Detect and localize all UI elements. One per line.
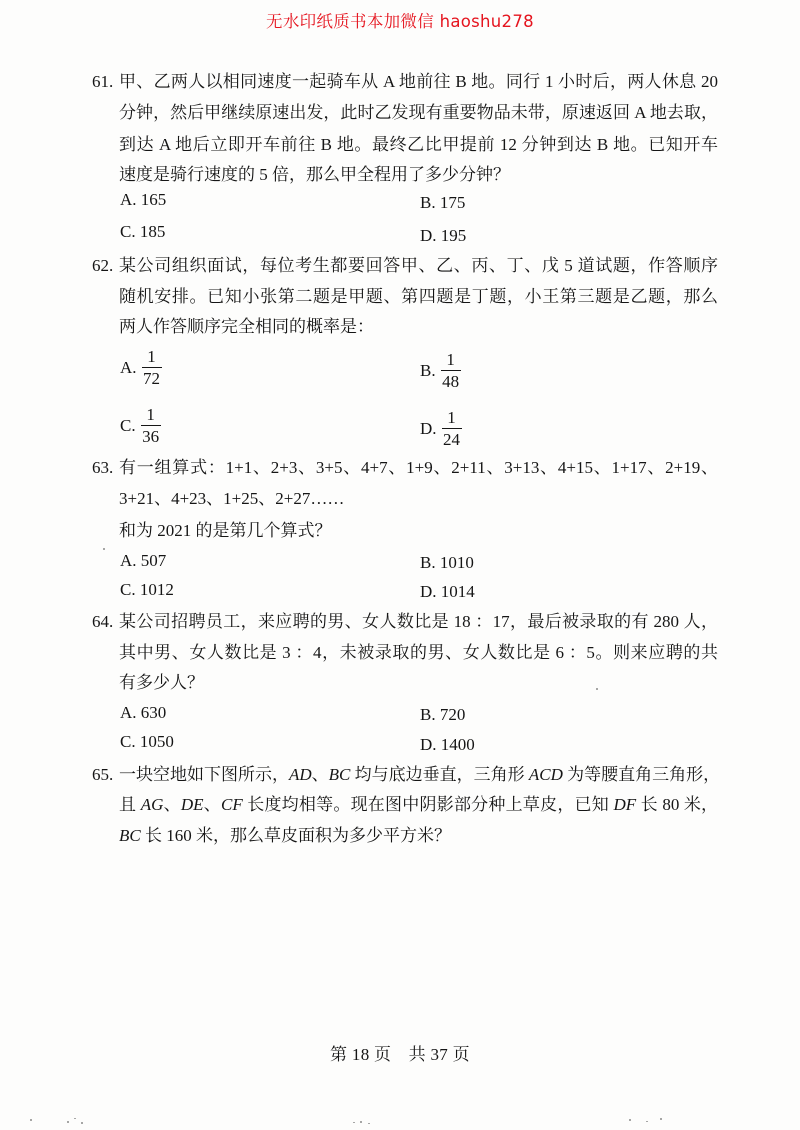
- option-c: [120, 578, 174, 602]
- option-value: 175: [439, 193, 466, 212]
- question-text-line: 两人作答顺序完全相同的概率是：: [119, 317, 374, 336]
- question-number: 65.: [92, 765, 114, 784]
- question-text-line: 有一组算式：1+1、2+3、3+5、4+7、1+9、2+11、3+13、4+15、1+17、2+19、: [119, 458, 718, 477]
- math-variable: DE: [180, 795, 204, 814]
- scan-speck: [353, 1122, 355, 1123]
- option-c: [120, 404, 161, 447]
- math-variable: ACD: [528, 765, 563, 784]
- question-number: 62.: [92, 256, 114, 275]
- text-run: 长 160 米，那么草皮面积为多少平方米？: [140, 826, 451, 845]
- text-run: 长 80 米，: [636, 795, 719, 814]
- scan-speck: [660, 1118, 662, 1120]
- option-b: [420, 703, 465, 727]
- question-text-line: 分钟，然后甲继续原速出发，此时乙发现有重要物品未带，原速返回 A 地去取，: [119, 103, 718, 122]
- option-b: [420, 191, 465, 215]
- fraction-denominator: 72: [143, 369, 161, 388]
- question-text-line: 有多少人？: [119, 673, 204, 692]
- math-variable: BC: [119, 826, 141, 845]
- question-text-line: 某公司组织面试，每位考生都要回答甲、乙、丙、丁、戊 5 道试题，作答顺序: [119, 256, 718, 275]
- math-variable: CF: [221, 795, 243, 814]
- option-b: [420, 349, 461, 392]
- text-run: 为等腰直角三角形，: [562, 765, 721, 784]
- fraction-denominator: 48: [442, 372, 460, 391]
- option-value: 507: [140, 551, 167, 570]
- option-label: B.: [420, 193, 436, 212]
- text-run: 、: [163, 795, 181, 814]
- page-number-footer: 第 18 页 共 37 页: [330, 1045, 470, 1064]
- option-a: [120, 701, 166, 725]
- text-run: 长度均相等。现在图中阴影部分种上草皮，已知: [242, 795, 614, 814]
- option-value: 165: [140, 190, 167, 209]
- scan-speck: [103, 548, 105, 550]
- fraction: [442, 407, 462, 450]
- fraction-numerator: 1: [141, 404, 161, 426]
- option-label: A.: [120, 358, 137, 377]
- question-text-line: [119, 793, 718, 817]
- scan-speck: [30, 1119, 32, 1121]
- question-text-line: 某公司招聘员工，来应聘的男、女人数比是 18 ：17，最后被录取的有 280 人，: [119, 612, 718, 631]
- fraction-numerator: 1: [441, 349, 461, 371]
- question-text-line: 其中男、女人数比是 3 ：4，未被录取的男、女人数比是 6 ：5。则来应聘的共: [119, 643, 718, 662]
- option-value: 1050: [139, 732, 174, 751]
- option-label: D.: [420, 226, 437, 245]
- option-b: [420, 551, 474, 575]
- math-variable: BC: [328, 765, 351, 784]
- option-d: [420, 224, 466, 248]
- fraction-numerator: 1: [442, 407, 462, 429]
- question-text-line: 甲、乙两人以相同速度一起骑车从 A 地前往 B 地。同行 1 小时后，两人休息 20: [119, 72, 718, 91]
- question-text-line: 到达 A 地后立即开车前往 B 地。最终乙比甲提前 12 分钟到达 B 地。已知开车: [119, 135, 718, 154]
- option-value: 1400: [440, 735, 475, 754]
- option-label: C.: [120, 416, 136, 435]
- option-label: A.: [120, 703, 137, 722]
- option-label: B.: [420, 361, 436, 380]
- scan-speck: [596, 688, 598, 690]
- text-run: 、: [311, 765, 329, 784]
- option-value: 1010: [439, 553, 474, 572]
- fraction-numerator: 1: [142, 346, 162, 368]
- option-c: [120, 730, 174, 754]
- question-text-line: [119, 763, 721, 787]
- option-d: [420, 733, 475, 757]
- scan-speck: [646, 1121, 648, 1122]
- option-value: 1014: [440, 582, 475, 601]
- question-number: 63.: [92, 458, 114, 477]
- option-c: [120, 220, 165, 244]
- option-value: 720: [439, 705, 466, 724]
- math-variable: AG: [140, 795, 164, 814]
- option-a: [120, 549, 166, 573]
- option-value: 630: [140, 703, 167, 722]
- fraction: [142, 346, 162, 389]
- scan-speck: [81, 1122, 83, 1124]
- option-label: C.: [120, 732, 136, 751]
- option-label: D.: [420, 735, 437, 754]
- option-a: [120, 346, 162, 389]
- option-label: C.: [120, 222, 136, 241]
- fraction: [141, 404, 161, 447]
- option-label: C.: [120, 580, 136, 599]
- option-value: 185: [139, 222, 166, 241]
- question-number: 61.: [92, 72, 114, 91]
- fraction: [441, 349, 461, 392]
- scan-speck: [360, 1121, 362, 1123]
- question-text-line: 3+21、4+23、1+25、2+27……: [119, 489, 345, 508]
- scan-speck: [629, 1119, 631, 1121]
- option-label: B.: [420, 705, 436, 724]
- option-label: A.: [120, 190, 137, 209]
- text-run: 均与底边垂直，三角形: [350, 765, 529, 784]
- math-variable: AD: [289, 765, 312, 784]
- option-label: D.: [420, 419, 437, 438]
- option-value: 1012: [139, 580, 174, 599]
- question-text-line: 和为 2021 的是第几个算式？: [119, 521, 332, 540]
- question-text-line: 随机安排。已知小张第二题是甲题、第四题是丁题，小王第三题是乙题，那么: [119, 287, 718, 306]
- option-label: A.: [120, 551, 137, 570]
- option-a: [120, 188, 166, 212]
- math-variable: DF: [613, 795, 637, 814]
- question-text-line: [119, 824, 718, 848]
- watermark-text: 无水印纸质书本加微信 haoshu278: [266, 12, 534, 31]
- option-value: 195: [440, 226, 467, 245]
- option-label: D.: [420, 582, 437, 601]
- text-run: 一块空地如下图所示，: [119, 765, 289, 784]
- scan-speck: [67, 1121, 69, 1123]
- fraction-denominator: 24: [443, 430, 461, 449]
- text-run: 且: [119, 795, 141, 814]
- question-number: 64.: [92, 612, 114, 631]
- fraction-denominator: 36: [142, 427, 160, 446]
- option-d: [420, 407, 462, 450]
- option-label: B.: [420, 553, 436, 572]
- scan-speck: [368, 1123, 370, 1124]
- scan-speck: [74, 1118, 76, 1119]
- text-run: 、: [203, 795, 221, 814]
- question-text-line: 速度是骑行速度的 5 倍，那么甲全程用了多少分钟？: [119, 165, 510, 184]
- option-d: [420, 580, 475, 604]
